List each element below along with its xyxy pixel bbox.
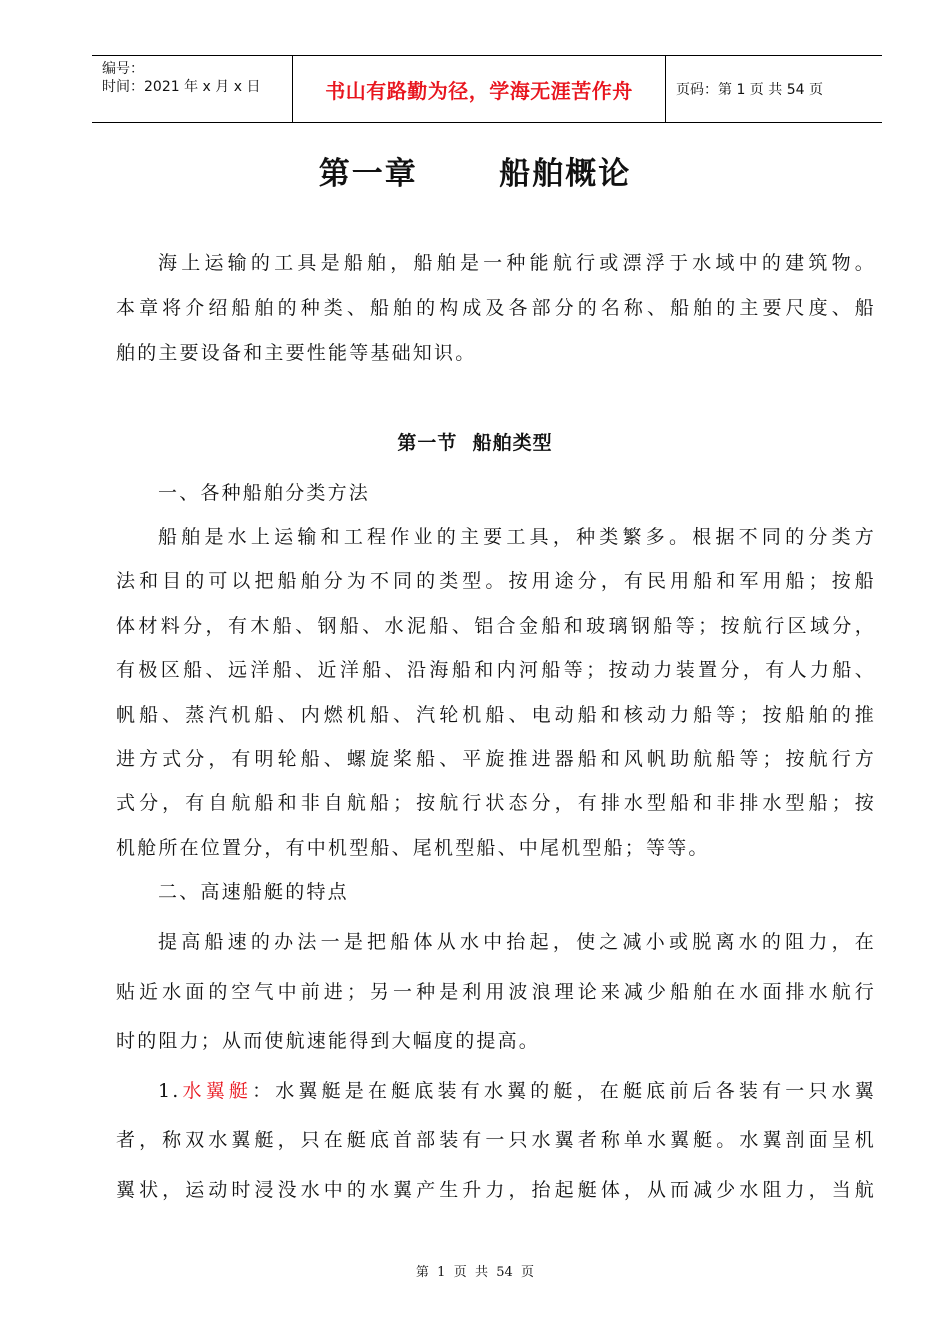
header-motto-cell <box>293 56 666 122</box>
subheading-classification: 一、各种船舶分类方法 <box>158 482 371 504</box>
para2-line-3: 时的阻力；从而使航速能得到大幅度的提高。 <box>116 1030 541 1052</box>
section-title: 第一节 船舶类型 <box>397 432 553 454</box>
intro-line-2: 本章将介绍船舶的种类、船舶的构成及各部分的名称、船舶的主要尺度、船 <box>116 297 876 319</box>
para1-line-2: 法和目的可以把船舶分为不同的类型。按用途分，有民用船和军用船；按船 <box>116 570 876 592</box>
para1-line-6: 进方式分，有明轮船、螺旋桨船、平旋推进器船和风帆助航船等；按航行方 <box>116 748 876 770</box>
item1-number: 1. <box>158 1080 181 1102</box>
header-motto: 书山有路勤为径，学海无涯苦作舟 <box>325 78 633 103</box>
para1-line-3: 体材料分，有木船、钢船、水泥船、铝合金船和玻璃钢船等；按航行区域分， <box>116 615 876 637</box>
page-header <box>92 55 882 123</box>
time-label: 时间：2021 年 x 月 x 日 <box>102 79 261 95</box>
subheading-high-speed: 二、高速船艇的特点 <box>158 881 349 903</box>
number-label: 编号： <box>102 61 144 77</box>
para1-line-5: 帆船、蒸汽机船、内燃机船、汽轮机船、电动船和核动力船等；按船舶的推 <box>116 704 876 726</box>
page-info-text: 页码：第 1 页 共 54 页 <box>676 82 823 98</box>
para3-line-1: 者，称双水翼艇，只在艇底首部装有一只水翼者称单水翼艇。水翼剖面呈机 <box>116 1129 876 1151</box>
item1-rest: ：水翼艇是在艇底装有水翼的艇，在艇底前后各装有一只水翼 <box>252 1080 876 1102</box>
para1-line-7: 式分，有自航船和非自航船；按航行状态分，有排水型船和非排水型船；按 <box>116 792 876 814</box>
item1-term: 水翼艇 <box>180 1080 253 1102</box>
page-footer: 第 1 页 共 54 页 <box>415 1265 535 1280</box>
para1-line-4: 有极区船、远洋船、近洋船、沿海船和内河船等；按动力装置分，有人力船、 <box>116 659 876 681</box>
para3-line-2: 翼状，运动时浸没水中的水翼产生升力，抬起艇体，从而减少水阻力，当航 <box>116 1179 876 1201</box>
chapter-title: 第一章 船舶概论 <box>318 156 632 192</box>
para2-line-1: 提高船速的办法一是把船体从水中抬起，使之减小或脱离水的阻力，在 <box>158 931 876 953</box>
intro-line-1: 海上运输的工具是船舶，船舶是一种能航行或漂浮于水域中的建筑物。 <box>158 252 876 274</box>
para2-line-2: 贴近水面的空气中前进；另一种是利用波浪理论来减少船舶在水面排水航行 <box>116 981 876 1003</box>
para1-line-1: 船舶是水上运输和工程作业的主要工具，种类繁多。根据不同的分类方 <box>158 526 876 548</box>
header-meta <box>92 56 293 122</box>
item1-line <box>158 1078 876 1104</box>
para1-line-8: 机舱所在位置分，有中机型船、尾机型船、中尾机型船；等等。 <box>116 837 710 859</box>
header-page-info <box>666 56 882 122</box>
intro-line-3: 舶的主要设备和主要性能等基础知识。 <box>116 342 477 364</box>
